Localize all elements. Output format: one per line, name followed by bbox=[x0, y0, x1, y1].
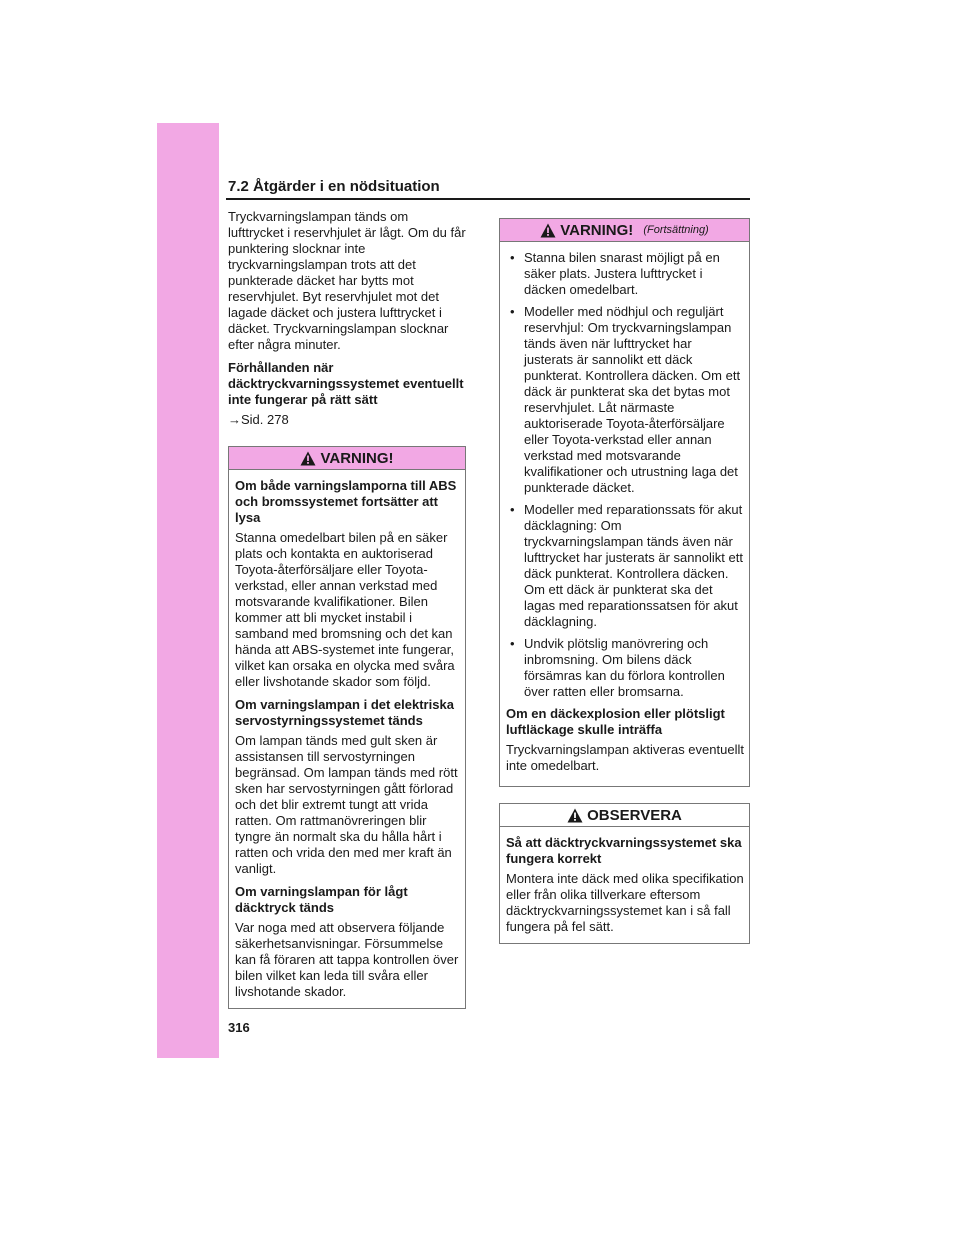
page-number: 316 bbox=[228, 1020, 250, 1035]
left-column bbox=[228, 209, 466, 1009]
intro-paragraph: Tryckvarningslampan tänds om lufttrycket i reservhjulet är lågt. Om du får punktering slocknar inte tryckvarningslampan trots att det punkterade däcket har bytts mot reservhjulet. Byt reservhjulet mot det lagade däcket och justera lufttrycket i däcket. Tryckvarningslampan slocknar efter några minuter. bbox=[228, 209, 466, 352]
warning-continued-header bbox=[500, 219, 749, 242]
list-item: • Modeller med reparationssats för akut däcklagning: Om tryckvarningslampan tänds även när lufttrycket har justerats är sannolikt ett däck punkterat. Kontrollera däcken. Om ett däck är punkterat ska det lagas med reparationssatsen för akut däcklagning. bbox=[506, 502, 744, 630]
warning-title: VARNING! bbox=[320, 449, 394, 467]
observera-title: OBSERVERA bbox=[587, 806, 682, 824]
header-divider bbox=[226, 198, 750, 200]
warning-box bbox=[228, 446, 466, 1009]
continued-label: (Fortsättning) bbox=[643, 224, 709, 236]
caution-triangle-icon bbox=[567, 808, 583, 823]
warning-heading-eps: Om varningslampan i det elektriska servostyrningssystemet tänds bbox=[235, 697, 454, 728]
observera-box bbox=[499, 803, 750, 944]
observera-header bbox=[500, 804, 749, 827]
list-item: • Undvik plötslig manövrering och inbromsning. Om bilens däck försämras kan du förlora kontrollen över ratten eller bromsarna. bbox=[506, 636, 744, 700]
section-header: 7.2 Åtgärder i en nödsituation bbox=[228, 178, 440, 195]
side-tab-bar bbox=[157, 123, 219, 1058]
warning-text-abs: Stanna omedelbart bilen på en säker plats och kontakta en auktoriserad Toyota-återförsäljare eller Toyota-verkstad, eller annan verkstad med motsvarande kvalifikationer. Bilen kommer att bli mycket instabil i samband med bromsning och det kan hända att ABS-systemet inte fungerar, vilket kan orsaka en olycka med svåra eller livshotande skador som följd. bbox=[235, 530, 455, 689]
warning-bullet-list bbox=[506, 250, 744, 700]
warning-heading-abs: Om både varningslamporna till ABS och bromssystemet fortsätter att lysa bbox=[235, 478, 457, 525]
observera-text: Montera inte däck med olika specifikation eller från olika tillverkare eftersom däcktryckvarningssystemet kan i så fall fungera på fel sätt. bbox=[506, 871, 744, 934]
warning-continued-box bbox=[499, 218, 750, 787]
list-item: • Stanna bilen snarast möjligt på en säker plats. Justera lufttrycket i däcken omedelbart. bbox=[506, 250, 744, 298]
observera-heading: Så att däcktryckvarningssystemet ska fungera korrekt bbox=[506, 835, 742, 866]
warning-continued-body bbox=[500, 242, 749, 786]
warning-triangle-icon bbox=[300, 451, 316, 466]
warning-header bbox=[229, 447, 465, 470]
warning-text-blowout: Tryckvarningslampan aktiveras eventuellt inte omedelbart. bbox=[506, 742, 744, 773]
warning-text-eps: Om lampan tänds med gult sken är assistansen till servostyrningen begränsad. Om lampan tänds med rött sken har servostyrningen gått förlorad och det blir extremt tungt att vrida ratten. Om rattmanövreringen blir tyngre än normalt ska du hålla hårt i ratten och vrida den med mer kraft än vanligt. bbox=[235, 733, 458, 876]
warning-heading-blowout: Om en däckexplosion eller plötsligt luftläckage skulle inträffa bbox=[506, 706, 725, 737]
right-column bbox=[499, 218, 750, 944]
warning-continued-title: VARNING! bbox=[560, 221, 634, 239]
warning-text-tpms: Var noga med att observera följande säkerhetsanvisningar. Försummelse kan få föraren att tappa kontrollen över bilen vilket kan leda till svåra eller livshotande skador. bbox=[235, 920, 459, 999]
conditions-heading: Förhållanden när däcktryckvarningssystemet eventuellt inte fungerar på rätt sätt bbox=[228, 360, 464, 407]
warning-heading-tpms: Om varningslampan för lågt däcktryck tänds bbox=[235, 884, 408, 915]
list-item: • Modeller med nödhjul och reguljärt reservhjul: Om tryckvarningslampan tänds även när lufttrycket har justerats är sannolikt ett däck punkterat. Kontrollera däcken. Om ett däck är punkterat ska det bytas mot reservhjulet. Låt närmaste auktoriserade Toyota-återförsäljare eller Toyota-verkstad eller annan verkstad med motsvarande kvalifikationer och utrustning laga det punkterade däcket. bbox=[506, 304, 744, 496]
warning-triangle-icon bbox=[540, 223, 556, 238]
warning-body bbox=[229, 470, 465, 1008]
page-reference-link[interactable]: →Sid. 278 bbox=[228, 412, 289, 427]
observera-body bbox=[500, 827, 749, 943]
